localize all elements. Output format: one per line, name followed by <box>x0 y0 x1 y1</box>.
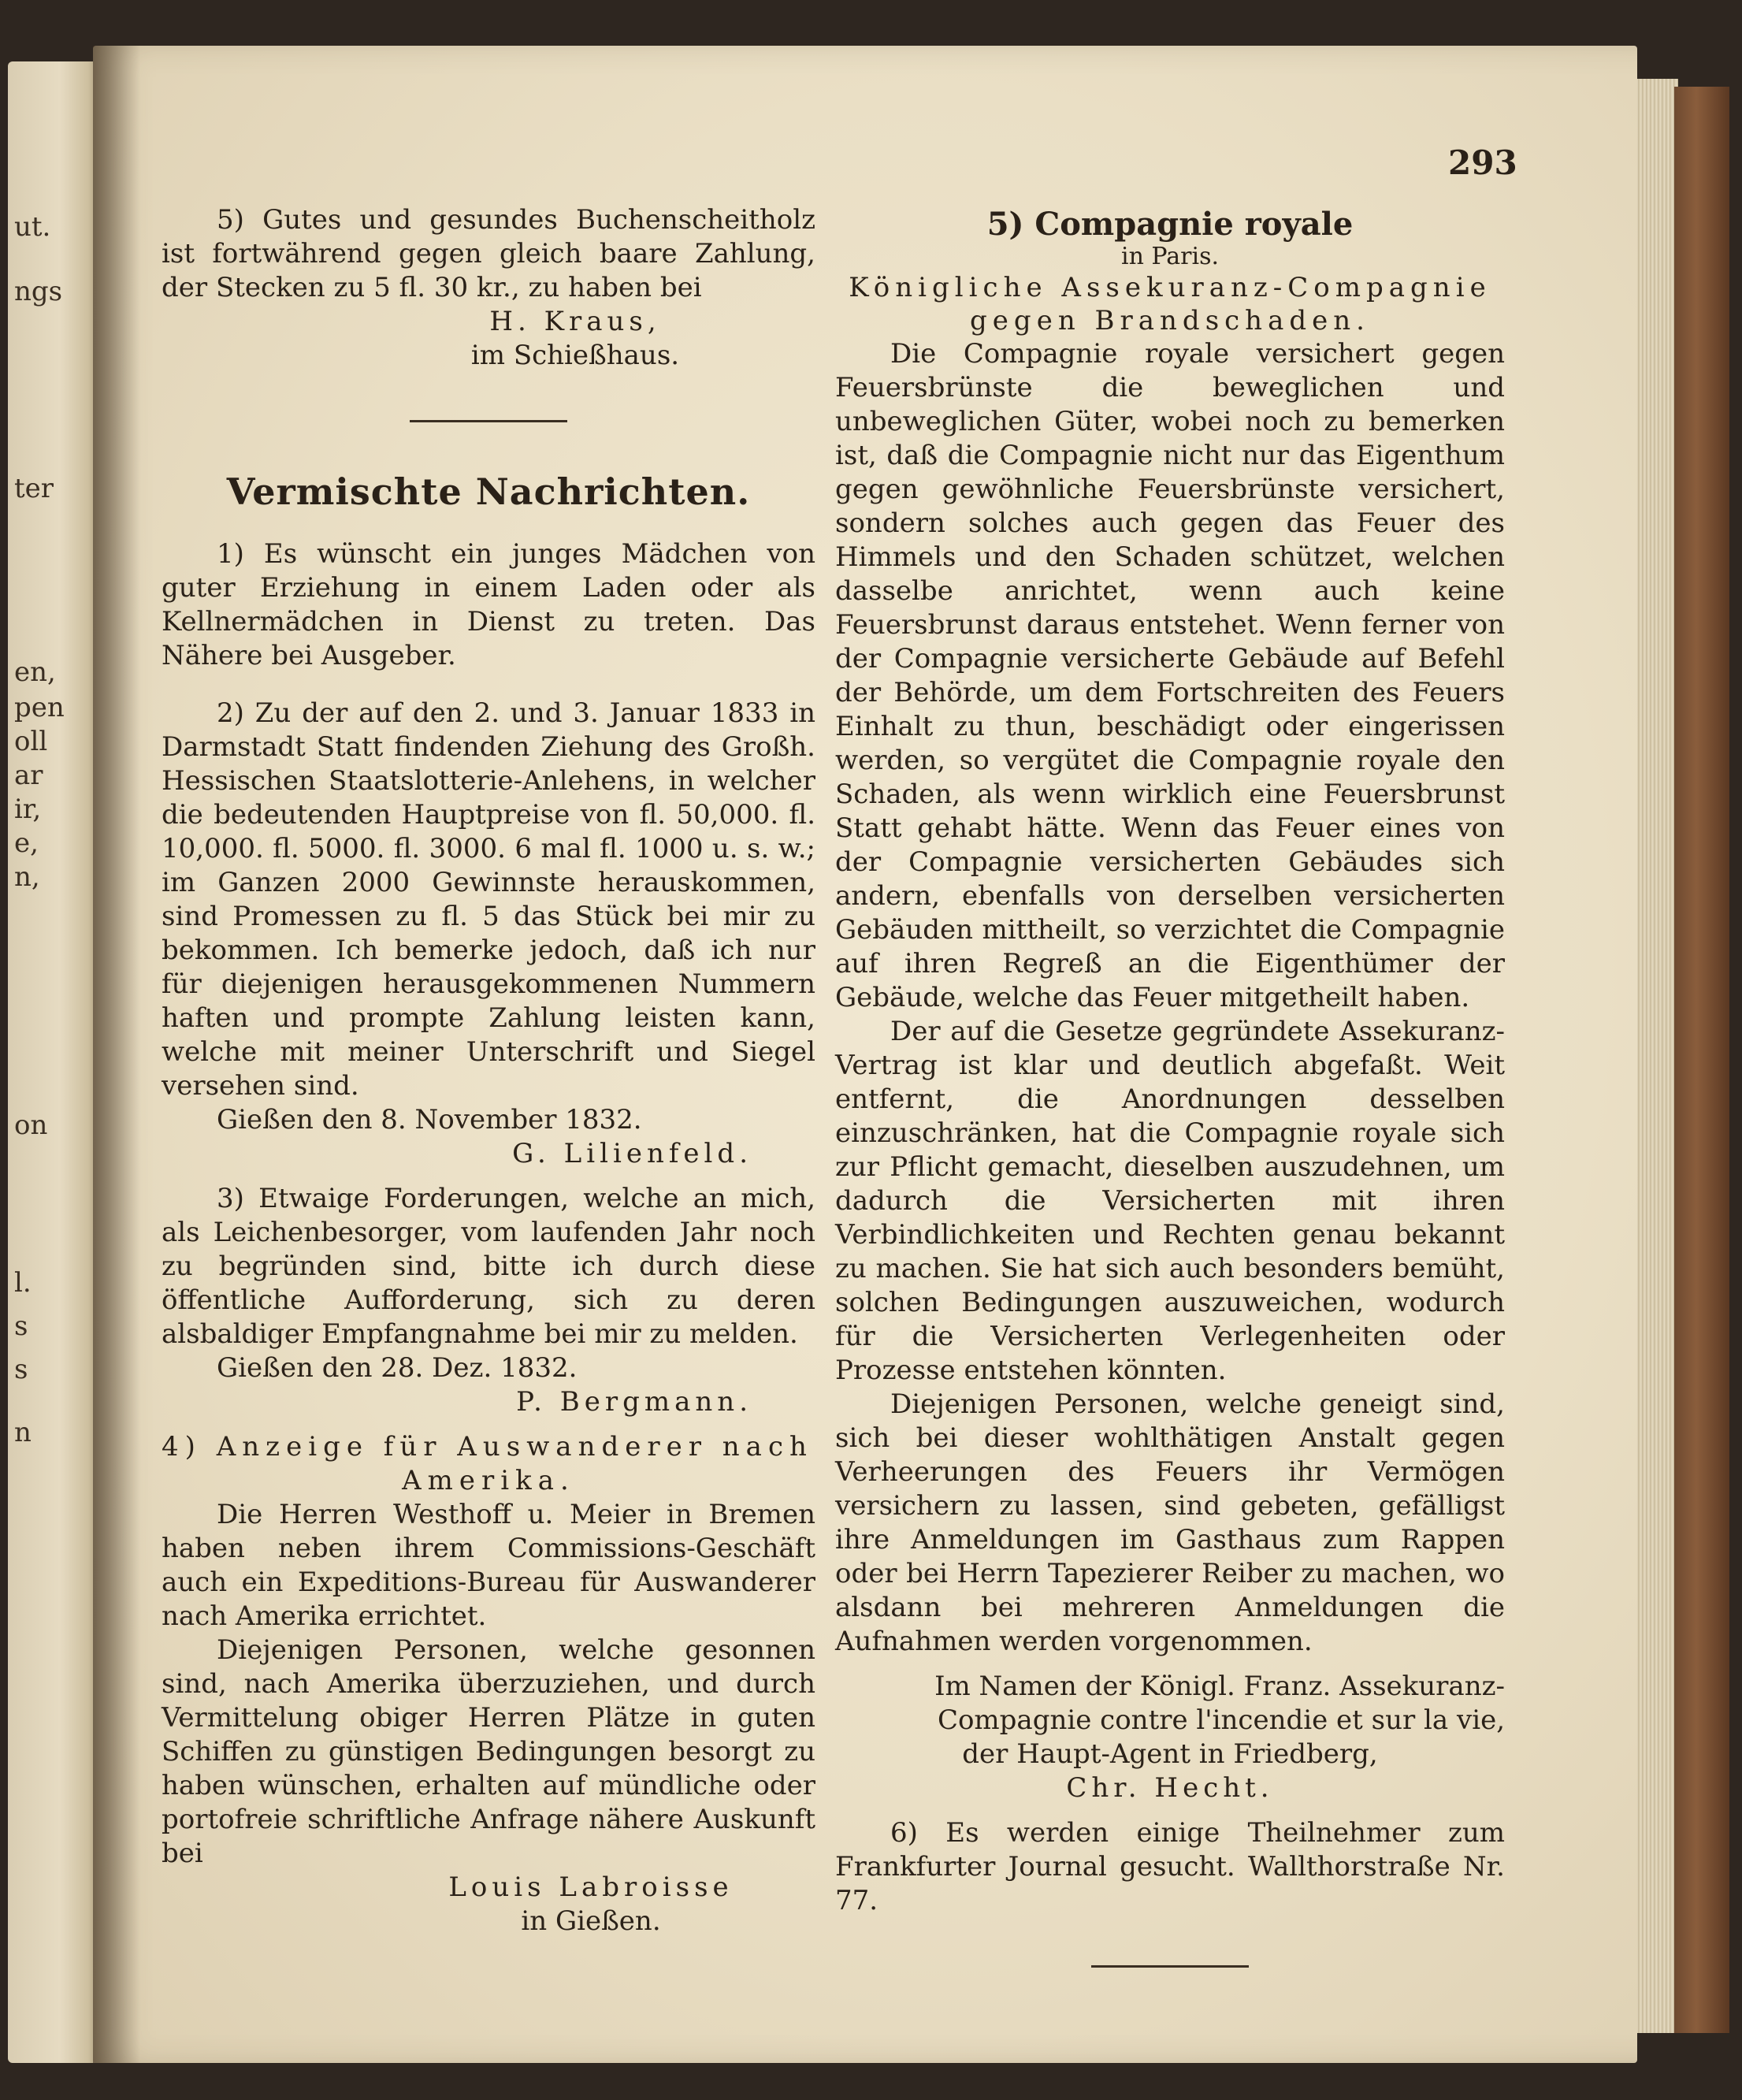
margin-fragment: l. <box>14 1267 32 1299</box>
left-page-edge <box>8 61 102 2063</box>
ad-5-place: im Schießhaus. <box>470 340 680 371</box>
margin-fragment: n <box>14 1417 32 1448</box>
margin-fragment: ut. <box>14 211 51 243</box>
notice-4-place: in Gießen. <box>521 1905 661 1937</box>
margin-fragment: s <box>14 1310 28 1342</box>
notice-5-signature-line1: Im Namen der Königl. Franz. Assekuranz- <box>934 1671 1505 1702</box>
notice-2-signature: G. Lilienfeld. <box>512 1138 752 1169</box>
notice-1: 1) Es wünscht ein junges Mädchen von guter Erziehung in einem Laden oder als Kellnermädchen in Dienst zu treten. Das Nähere bei Ausgeber. <box>162 538 815 671</box>
notice-4-paragraph-2: Diejenigen Personen, welche gesonnen sind, nach Amerika überzuziehen, und durch Vermittelung obiger Herren Plätze in guten Schiffen zu günstigen Bedingungen besorgt zu haben wünschen, erhalten auf mündliche oder portofreie schriftliche Anfrage nähere Auskunft bei <box>162 1634 815 1869</box>
notice-6: 6) Es werden einige Theilnehmer zum Frankfurter Journal gesucht. Wallthorstraße Nr. 77. <box>835 1817 1505 1916</box>
notice-3-date: Gießen den 28. Dez. 1832. <box>217 1352 578 1384</box>
notice-5-paragraph-1: Die Compagnie royale versichert gegen Feuersbrünste die beweglichen und unbeweglichen Güter, wobei noch zu bemerken ist, daß die Compagnie nicht nur das Eigenthum gegen gewöhnliche Feuersbrünste versichert, sondern solches auch gegen das Feuer des Himmels und den Schaden schützet, welchen dasselbe anrichtet, wenn auch keine Feuersbrunst daraus entstehet. Wenn ferner von der Compagnie versicherte Gebäude auf Befehl der Behörde, um dem Fortschreiten des Feuers Einhalt zu thun, beschädigt oder eingerissen werden, so vergütet die Compagnie royale den Schaden, als wenn wirklich eine Feuersbrunst Statt gehabt hätte. Wenn das Feuer eines von der Compagnie versicherten Gebäudes sich andern, ebenfalls von derselben versicherten Gebäuden mittheilt, so verzichtet die Compagnie auf ihren Regreß an die Eigenthümer der Gebäude, welche das Feuer mitgetheilt haben. <box>835 338 1505 1013</box>
notice-4-paragraph-1: Die Herren Westhoff u. Meier in Bremen haben neben ihrem Commissions-Geschäft auch ein Expeditions-Bureau für Auswanderer nach Amerika errichtet. <box>162 1499 815 1632</box>
book-cover-edge <box>1674 87 1729 2033</box>
margin-fragment: ngs <box>14 276 63 307</box>
notice-5-heading-line1: Königliche Assekuranz-Compagnie <box>849 272 1491 303</box>
section-title: Vermischte Nachrichten. <box>226 470 751 513</box>
page-number: 293 <box>1448 143 1517 182</box>
margin-fragment: pen <box>14 692 65 723</box>
end-rule <box>1091 1965 1249 1968</box>
notice-5-signature-line2: Compagnie contre l'incendie et sur la vie, <box>937 1704 1505 1736</box>
right-column <box>835 206 1505 1968</box>
margin-fragment: e, <box>14 827 39 859</box>
notice-3: 3) Etwaige Forderungen, welche an mich, als Leichenbesorger, vom laufenden Jahr noch zu begründen sind, bitte ich durch diese öffentliche Aufforderung, sich zu deren alsbaldiger Empfangnahme bei mir zu melden. <box>162 1183 815 1350</box>
margin-fragment: oll <box>14 726 48 757</box>
margin-fragment: s <box>14 1354 28 1385</box>
notice-5-paragraph-3: Diejenigen Personen, welche geneigt sind, sich bei dieser wohlthätigen Anstalt gegen Verheerungen des Feuers ihr Vermögen versichern zu lassen, sind gebeten, gefälligst ihre Anmeldungen im Gasthaus zum Rappen oder bei Herrn Tapezierer Reiber zu machen, wo alsdann bei mehreren Anmeldungen die Aufnahmen werden vorgenommen. <box>835 1388 1505 1657</box>
notice-4-signature: Louis Labroisse <box>448 1871 734 1903</box>
notice-5-subtitle: in Paris. <box>1120 243 1220 270</box>
notice-5-signature-name: Chr. Hecht. <box>1066 1772 1274 1804</box>
margin-fragment: en, <box>14 656 56 688</box>
left-column <box>162 203 815 1938</box>
notice-4-title-line2: Amerika. <box>402 1465 575 1496</box>
margin-fragment: n, <box>14 861 40 893</box>
ad-5-name: H. Kraus, <box>489 306 661 337</box>
notice-5-title: 5) Compagnie royale <box>986 206 1354 243</box>
notice-2: 2) Zu der auf den 2. und 3. Januar 1833 in Darmstadt Statt findenden Ziehung des Großh. Hessischen Staatslotterie-Anlehens, in welcher die bedeutenden Hauptpreise von fl. 50,000. fl. 10,000. fl. 5000. fl. 3000. 6 mal fl. 1000 u. s. w.; im Ganzen 2000 Gewinnste herauskommen, sind Promessen zu fl. 5 das Stück bei mir zu bekommen. Ich bemerke jedoch, daß ich nur für diejenigen herausgekommenen Nummern haften und prompte Zahlung leisten kann, welche mit meiner Unterschrift und Siegel versehen sind. <box>162 697 815 1102</box>
margin-fragment: on <box>14 1109 48 1141</box>
margin-fragment: ir, <box>14 794 42 825</box>
margin-fragment: ar <box>14 760 43 791</box>
notice-3-signature: P. Bergmann. <box>516 1386 752 1418</box>
notice-4-title-line1: 4) Anzeige für Auswanderer nach <box>162 1431 813 1463</box>
notice-5-signature-line3: der Haupt-Agent in Friedberg, <box>962 1738 1378 1770</box>
margin-fragment: ter <box>14 473 54 504</box>
notice-5-paragraph-2: Der auf die Gesetze gegründete Assekuranz-Vertrag ist klar und deutlich abgefaßt. Weit entfernt, die Anordnungen desselben einzuschränken, hat die Compagnie royale sich zur Pflicht gemacht, dieselben auszudehnen, um dadurch die Versicherten mit ihren Verbindlichkeiten und Rechten genau bekannt zu machen. Sie hat sich auch besonders bemüht, solchen Bedingungen auszuweichen, wodurch für die Versicherten Verlegenheiten oder Prozesse entstehen könnten. <box>835 1016 1505 1386</box>
notice-5-heading-line2: gegen Brandschaden. <box>970 305 1370 336</box>
ad-5-text: 5) Gutes und gesundes Buchenscheitholz ist fortwährend gegen gleich baare Zahlung, der Stecken zu 5 fl. 30 kr., zu haben bei <box>162 204 815 303</box>
notice-2-date: Gießen den 8. November 1832. <box>217 1104 642 1135</box>
